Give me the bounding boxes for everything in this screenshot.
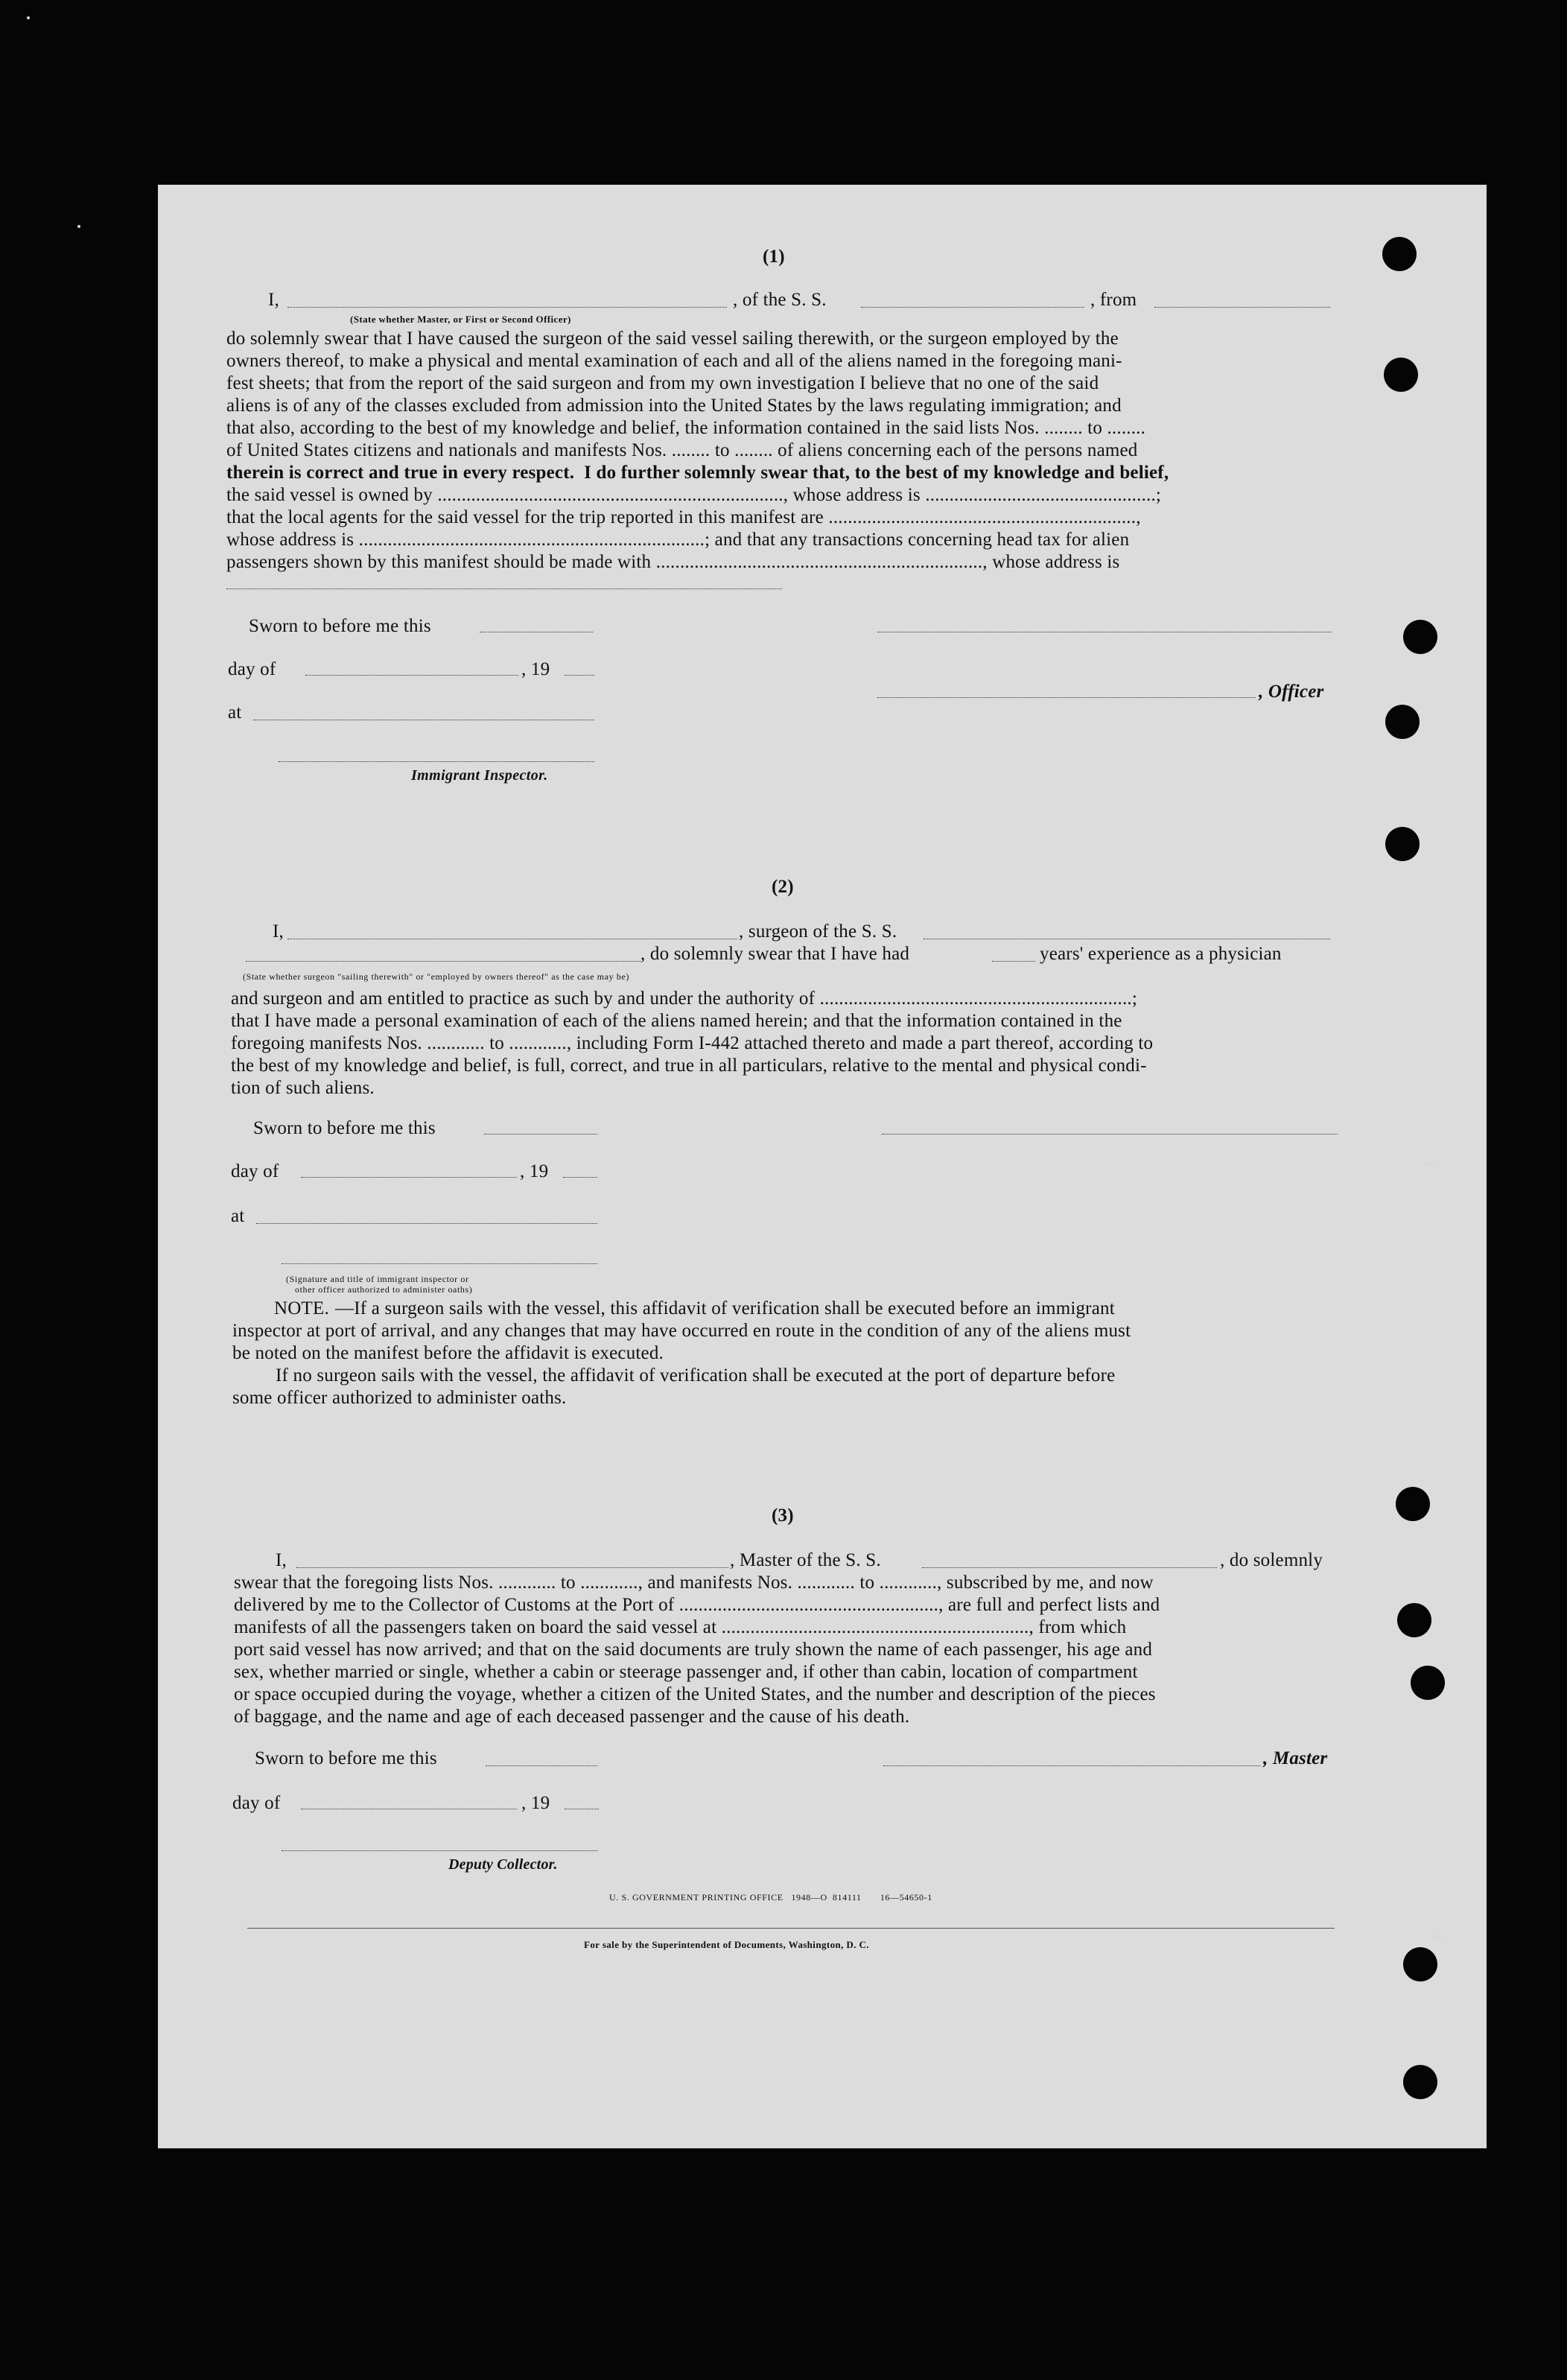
blank-line bbox=[992, 961, 1035, 962]
section2-body-line: foregoing manifests Nos. ............ to ............, including Form I-442 attached thereto and made a part thereof, according to bbox=[231, 1033, 1154, 1053]
day-of-label: day of bbox=[228, 659, 276, 679]
blank-line bbox=[484, 1134, 597, 1135]
day-of-label: day of bbox=[232, 1793, 281, 1813]
blank-line bbox=[861, 307, 1084, 308]
binder-hole bbox=[1403, 620, 1437, 654]
printing-office: U. S. GOVERNMENT PRINTING OFFICE 1948—O 814111 16—54650-1 bbox=[609, 1892, 932, 1903]
inspector-signature-line bbox=[279, 761, 594, 762]
section2-body-line: tion of such aliens. bbox=[231, 1078, 375, 1098]
signature-note: other officer authorized to administer oaths) bbox=[295, 1284, 473, 1295]
note-line: some officer authorized to administer oaths. bbox=[232, 1388, 567, 1408]
binder-hole bbox=[1403, 2065, 1437, 2099]
master-label: , Master bbox=[1263, 1748, 1328, 1768]
note-line: be noted on the manifest before the affidavit is executed. bbox=[232, 1343, 664, 1363]
do-solemnly-label: , do solemnly bbox=[1220, 1550, 1323, 1570]
year-label: , 19 bbox=[521, 1793, 550, 1813]
state-note: (State whether Master, or First or Second Officer) bbox=[350, 314, 571, 325]
inspector-signature-line bbox=[282, 1263, 597, 1264]
day-of-label: day of bbox=[231, 1161, 279, 1181]
section1-body-line: whose address is ........................................................................; and that any transactions concerning head tax for alien bbox=[226, 530, 1130, 550]
officer-title-line bbox=[877, 697, 1256, 698]
sworn-label: Sworn to before me this bbox=[249, 616, 431, 636]
section1-from: , from bbox=[1090, 290, 1137, 310]
blank-line bbox=[565, 675, 594, 676]
section3-body-line: of baggage, and the name and age of each deceased passenger and the cause of his death. bbox=[234, 1707, 910, 1727]
speck bbox=[77, 225, 80, 228]
binder-hole bbox=[1382, 237, 1417, 271]
surgeon-signature-line bbox=[882, 1134, 1338, 1135]
section-number: (1) bbox=[763, 247, 785, 267]
binder-hole bbox=[1411, 1666, 1445, 1700]
state-note: (State whether surgeon "sailing therewith" or "employed by owners thereof" as the case may be) bbox=[243, 971, 629, 982]
binder-hole bbox=[1403, 1947, 1437, 1981]
section2-i: I, bbox=[273, 921, 284, 942]
inspector-label: Immigrant Inspector. bbox=[411, 767, 548, 784]
section-number: (2) bbox=[772, 877, 794, 897]
section1-body-line: passengers shown by this manifest should be made with ...................................................................., whose address is bbox=[226, 552, 1120, 572]
blank-line bbox=[922, 1567, 1217, 1568]
signature-note: (Signature and title of immigrant inspector or bbox=[286, 1274, 469, 1284]
year-label: , 19 bbox=[521, 659, 550, 679]
binder-hole bbox=[1396, 1487, 1430, 1521]
note-line: inspector at port of arrival, and any changes that may have occurred en route in the condition of any of the aliens must bbox=[232, 1321, 1131, 1341]
note-line: If no surgeon sails with the vessel, the affidavit of verification shall be executed at the port of departure before bbox=[276, 1365, 1116, 1386]
speck bbox=[27, 16, 30, 19]
section3-body-line: manifests of all the passengers taken on board the said vessel at ................................................................, from which bbox=[234, 1617, 1127, 1637]
blank-line bbox=[256, 1223, 597, 1224]
section1-body-line: that the local agents for the said vessel for the trip reported in this manifest are ................................................................, bbox=[226, 507, 1141, 527]
sworn-label: Sworn to before me this bbox=[253, 1118, 436, 1138]
section2-body-line: that I have made a personal examination of each of the aliens named herein; and that the information contained in the bbox=[231, 1011, 1122, 1031]
surgeon-of-label: , surgeon of the S. S. bbox=[739, 921, 897, 942]
section1-body-line: fest sheets; that from the report of the said surgeon and from my own investigation I believe that no one of the said bbox=[226, 373, 1099, 393]
note-label: NOTE. bbox=[274, 1298, 329, 1318]
section1-body-line: that also, according to the best of my knowledge and belief, the information contained in the said lists Nos. ........ to ........ bbox=[226, 418, 1146, 438]
section3-body-line: or space occupied during the voyage, whether a citizen of the United States, and the number and description of the pieces bbox=[234, 1684, 1156, 1704]
speck bbox=[1430, 1935, 1443, 1938]
section3-i: I, bbox=[276, 1550, 287, 1570]
section1-body-line: of United States citizens and nationals and manifests Nos. ........ to ........ of aliens concerning each of the persons named bbox=[226, 440, 1138, 460]
footer-rule bbox=[247, 1928, 1335, 1929]
for-sale-note: For sale by the Superintendent of Documents, Washington, D. C. bbox=[584, 1939, 869, 1950]
section3-body-line: sex, whether married or single, whether a cabin or steerage passenger and, if other than cabin, location of compartment bbox=[234, 1662, 1138, 1682]
blank-line bbox=[563, 1177, 597, 1178]
section1-body-line: owners thereof, to make a physical and mental examination of each and all of the aliens named in the foregoing mani- bbox=[226, 351, 1122, 371]
section2-body-line: and surgeon and am entitled to practice as such by and under the authority of .................................................................; bbox=[231, 989, 1137, 1009]
blank-line bbox=[246, 961, 641, 962]
blank-line bbox=[486, 1765, 597, 1766]
binder-hole bbox=[1385, 827, 1420, 861]
sworn-label: Sworn to before me this bbox=[255, 1748, 437, 1768]
blank-line bbox=[296, 1567, 728, 1568]
swear-had-label: , do solemnly swear that I have had bbox=[641, 944, 910, 964]
section1-body-line: aliens is of any of the classes excluded from admission into the United States by the laws regulating immigration; and bbox=[226, 396, 1122, 416]
blank-line bbox=[1154, 307, 1330, 308]
years-experience-label: years' experience as a physician bbox=[1040, 944, 1282, 964]
section1-body-line: the said vessel is owned by ........................................................................, whose address is ................................................; bbox=[226, 485, 1162, 505]
blank-line bbox=[287, 307, 727, 308]
section2-body-line: the best of my knowledge and belief, is full, correct, and true in all particulars, relative to the mental and physical condi- bbox=[231, 1056, 1147, 1076]
section3-body-line: delivered by me to the Collector of Customs at the Port of ......................................................, are full and perfect lists and bbox=[234, 1595, 1160, 1615]
binder-hole bbox=[1384, 358, 1418, 392]
section3-body-line: port said vessel has now arrived; and that on the said documents are truly shown the name of each passenger, his age and bbox=[234, 1640, 1153, 1660]
section1-of-ss: , of the S. S. bbox=[733, 290, 827, 310]
binder-hole bbox=[1385, 705, 1420, 739]
section3-body-line: swear that the foregoing lists Nos. ............ to ............, and manifests Nos. ............ to ............, subscribed by me, and now bbox=[234, 1573, 1154, 1593]
at-label: at bbox=[228, 702, 242, 723]
note-line: —If a surgeon sails with the vessel, this affidavit of verification shall be executed before an immigrant bbox=[335, 1298, 1115, 1318]
section1-i: I, bbox=[268, 290, 279, 310]
binder-hole bbox=[1397, 1603, 1431, 1637]
officer-label: , Officer bbox=[1259, 682, 1324, 702]
section1-body-line: therein is correct and true in every respect. I do further solemnly swear that, to the best of my knowledge and belief, bbox=[226, 463, 1169, 483]
at-label: at bbox=[231, 1206, 245, 1226]
collector-label: Deputy Collector. bbox=[448, 1856, 558, 1873]
year-label: , 19 bbox=[520, 1161, 549, 1181]
master-signature-line bbox=[883, 1765, 1260, 1766]
master-of-label: , Master of the S. S. bbox=[730, 1550, 881, 1570]
collector-signature-line bbox=[282, 1850, 597, 1851]
blank-line bbox=[301, 1177, 517, 1178]
blank-line bbox=[226, 588, 782, 589]
section1-body-line: do solemnly swear that I have caused the surgeon of the said vessel sailing therewith, or the surgeon employed by the bbox=[226, 329, 1119, 349]
speck bbox=[1425, 1164, 1436, 1166]
blank-line bbox=[305, 675, 518, 676]
section-number: (3) bbox=[772, 1505, 794, 1526]
